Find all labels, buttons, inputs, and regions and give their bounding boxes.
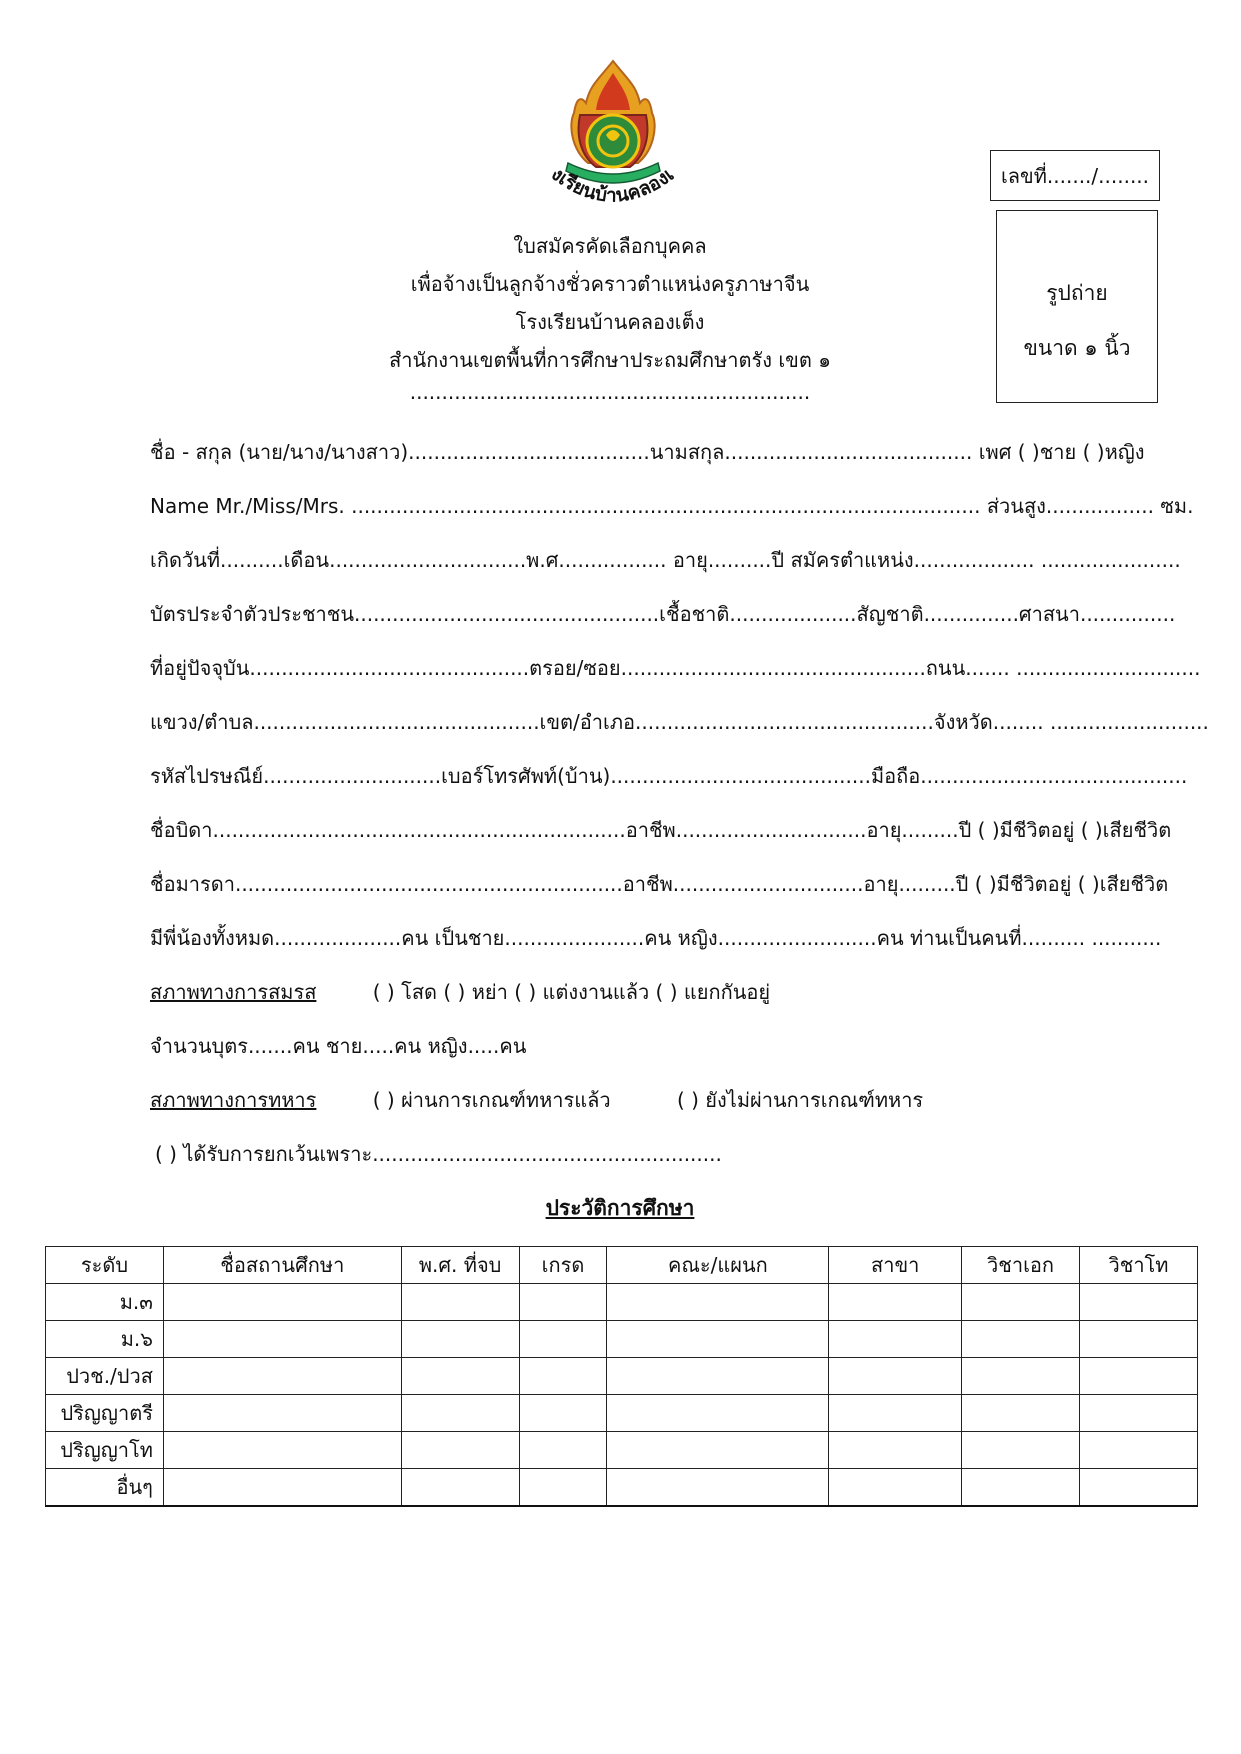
number-box-label: เลขที่......./........: [1000, 163, 1150, 188]
table-cell[interactable]: [519, 1432, 607, 1469]
military-option-passed[interactable]: ( ) ผ่านการเกณฑ์ทหารแล้ว: [372, 1088, 611, 1112]
header-minor: วิชาโท: [1080, 1247, 1198, 1284]
header-line2: เพื่อจ้างเป็นลูกจ้างชั่วคราวตำแหน่งครูภาษาจีน: [410, 272, 810, 296]
header-line4: สำนักงานเขตพื้นที่การศึกษาประถมศึกษาตรัง เขต ๑: [389, 348, 831, 372]
military-status-row: [150, 1084, 1090, 1116]
table-cell[interactable]: [519, 1395, 607, 1432]
table-cell[interactable]: [1080, 1321, 1198, 1358]
field-siblings[interactable]: มีพี่น้องทั้งหมด....................คน เป็นชาย......................คน หญิง.........................คน ท่านเป็นคนที่.......... ...........: [150, 926, 1162, 950]
table-row: [46, 1432, 1198, 1469]
field-father[interactable]: ชื่อบิดา.................................................................อาชีพ..............................อายุ.........ปี ( )มีชีวิตอยู่ ( )เสียชีวิต: [150, 818, 1172, 842]
table-cell[interactable]: [962, 1358, 1080, 1395]
table-cell[interactable]: [607, 1358, 829, 1395]
military-status-label: สภาพทางการทหาร: [150, 1088, 317, 1112]
table-cell[interactable]: [962, 1321, 1080, 1358]
level-cell: ม.๓: [46, 1284, 164, 1321]
table-cell[interactable]: [962, 1432, 1080, 1469]
table-cell[interactable]: [962, 1284, 1080, 1321]
table-cell[interactable]: [1080, 1284, 1198, 1321]
table-cell[interactable]: [401, 1321, 519, 1358]
field-mother[interactable]: ชื่อมารดา.............................................................อาชีพ..............................อายุ.........ปี ( )มีชีวิตอยู่ ( )เสียชีวิต: [150, 872, 1169, 896]
military-option-not-passed[interactable]: ( ) ยังไม่ผ่านการเกณฑ์ทหาร: [676, 1088, 924, 1112]
field-children[interactable]: จำนวนบุตร.......คน ชาย.....คน หญิง.....คน: [150, 1034, 527, 1058]
table-row: [46, 1284, 1198, 1321]
table-cell[interactable]: [163, 1358, 401, 1395]
table-cell[interactable]: [519, 1321, 607, 1358]
table-cell[interactable]: [1080, 1395, 1198, 1432]
table-row: [46, 1358, 1198, 1395]
table-cell[interactable]: [163, 1321, 401, 1358]
table-cell[interactable]: [1080, 1432, 1198, 1469]
table-row: [46, 1395, 1198, 1432]
education-header-row: [46, 1247, 1198, 1284]
table-cell[interactable]: [607, 1321, 829, 1358]
table-cell[interactable]: [401, 1358, 519, 1395]
field-id-card[interactable]: บัตรประจำตัวประชาชน................................................เชื้อชาติ....................สัญชาติ...............ศาสนา...............: [150, 602, 1176, 626]
header-dots: ...............................................................: [409, 380, 811, 404]
field-name-english[interactable]: Name Mr./Miss/Mrs. ................................................................................................... ส่วนสูง................. ซม.: [150, 494, 1194, 518]
table-cell[interactable]: [607, 1469, 829, 1506]
table-cell[interactable]: [163, 1284, 401, 1321]
level-cell: อื่นๆ: [46, 1469, 164, 1506]
field-birth-date[interactable]: เกิดวันที่..........เดือน...............................พ.ศ................. อายุ..........ปี สมัครตำแหน่ง................... ......................: [150, 548, 1181, 572]
header-institution: ชื่อสถานศึกษา: [163, 1247, 401, 1284]
field-postal-phone[interactable]: รหัสไปรษณีย์............................เบอร์โทรศัพท์(บ้าน).........................................มือถือ..........................................: [150, 764, 1188, 788]
table-cell[interactable]: [829, 1469, 962, 1506]
table-cell[interactable]: [607, 1432, 829, 1469]
field-district[interactable]: แขวง/ตำบล.............................................เขต/อำเภอ...............................................จังหวัด........ .........................: [150, 710, 1209, 734]
table-cell[interactable]: [401, 1469, 519, 1506]
table-cell[interactable]: [401, 1432, 519, 1469]
level-cell: ปริญญาตรี: [46, 1395, 164, 1432]
table-cell[interactable]: [1080, 1469, 1198, 1506]
number-box: [990, 150, 1160, 201]
table-cell[interactable]: [163, 1395, 401, 1432]
table-cell[interactable]: [163, 1432, 401, 1469]
table-cell[interactable]: [163, 1469, 401, 1506]
table-row: [46, 1469, 1198, 1506]
table-cell[interactable]: [519, 1284, 607, 1321]
marital-status-row: [150, 976, 1090, 1008]
header-line3: โรงเรียนบ้านคลองเต็ง: [515, 310, 705, 334]
header-major: วิชาเอก: [962, 1247, 1080, 1284]
marital-status-label: สภาพทางการสมรส: [150, 980, 317, 1004]
table-cell[interactable]: [519, 1358, 607, 1395]
table-cell[interactable]: [607, 1284, 829, 1321]
photo-box-line2: ขนาด ๑ นิ้ว: [1023, 336, 1131, 360]
level-cell: ม.๖: [46, 1321, 164, 1358]
table-cell[interactable]: [401, 1284, 519, 1321]
photo-box-line1: รูปถ่าย: [1046, 281, 1108, 305]
header-faculty: คณะ/แผนก: [607, 1247, 829, 1284]
table-cell[interactable]: [829, 1358, 962, 1395]
table-cell[interactable]: [607, 1395, 829, 1432]
header-level: ระดับ: [46, 1247, 164, 1284]
table-cell[interactable]: [962, 1469, 1080, 1506]
level-cell: ปวช./ปวส: [46, 1358, 164, 1395]
header-grade: เกรด: [519, 1247, 607, 1284]
field-address[interactable]: ที่อยู่ปัจจุบัน............................................ตรอย/ซอย................................................ถนน....... .............................: [150, 656, 1201, 680]
field-name-thai[interactable]: ชื่อ - สกุล (นาย/นาง/นางสาว)......................................นามสกุล....................................... เพศ ( )ชาย ( )หญิง: [150, 440, 1145, 464]
header-line1: ใบสมัครคัดเลือกบุคคล: [513, 234, 707, 258]
table-cell[interactable]: [401, 1395, 519, 1432]
table-cell[interactable]: [962, 1395, 1080, 1432]
school-logo: [528, 55, 698, 215]
table-cell[interactable]: [829, 1321, 962, 1358]
table-cell[interactable]: [519, 1469, 607, 1506]
table-cell[interactable]: [829, 1284, 962, 1321]
header-year: พ.ศ. ที่จบ: [401, 1247, 519, 1284]
education-title: ประวัติการศึกษา: [545, 1196, 695, 1220]
level-cell: ปริญญาโท: [46, 1432, 164, 1469]
photo-box: [996, 210, 1158, 403]
education-table: [45, 1246, 1198, 1507]
military-exempt[interactable]: ( ) ได้รับการยกเว้นเพราะ.......................................................: [155, 1142, 722, 1166]
table-row: [46, 1321, 1198, 1358]
table-cell[interactable]: [829, 1395, 962, 1432]
logo-arc-text: งเรียนบ้านคลองเ: [546, 162, 679, 207]
table-cell[interactable]: [1080, 1358, 1198, 1395]
header-branch: สาขา: [829, 1247, 962, 1284]
table-cell[interactable]: [829, 1432, 962, 1469]
marital-status-options[interactable]: ( ) โสด ( ) หย่า ( ) แต่งงานแล้ว ( ) แยกกันอยู่: [372, 980, 771, 1004]
